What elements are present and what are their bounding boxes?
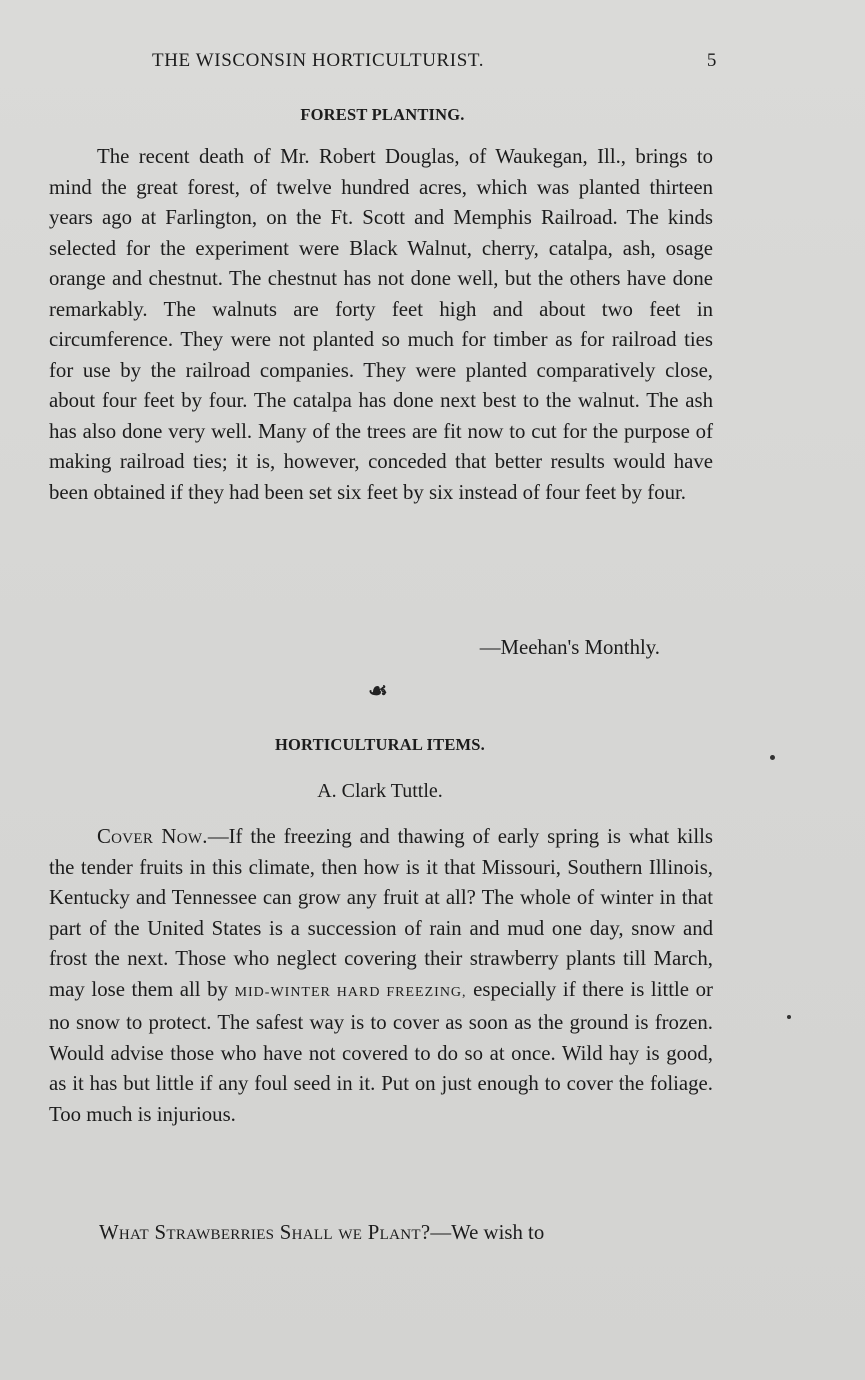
fleuron-ornament-icon: ☙ — [368, 678, 388, 704]
author-byline: A. Clark Tuttle. — [317, 780, 443, 802]
horticultural-items-heading: HORTICULTURAL ITEMS. — [274, 735, 486, 754]
source-attribution: —Meehan's Monthly. — [479, 636, 660, 659]
mid-winter-emphasis: MID-WINTER HARD FREEZING, — [234, 984, 467, 1000]
cover-now-paragraph — [49, 822, 713, 1130]
strawberries-lead: What Strawberries Shall we Plant? — [99, 1221, 431, 1244]
strawberries-text: —We wish to — [430, 1221, 545, 1244]
page-number: 5 — [706, 50, 717, 71]
forest-planting-paragraph: The recent death of Mr. Robert Douglas, of Waukegan, Ill., brings to mind the great forest, of twelve hundred acres, which was planted thirteen years ago at Farlington, on the Ft. Scott and Memphis Railroad. The kinds selected for the experiment were Black Walnut, cherry, catalpa, ash, osage orange and chestnut. The chestnut has not done well, but the others have done remarkably. The walnuts are forty feet high and about two feet in circumference. They were not planted so much for timber as for railroad ties for use by the railroad companies. They were planted comparatively close, about four feet by four. The catalpa has done next best to the walnut. The ash has also done very well. Many of the trees are fit now to cut for the purpose of making railroad ties; it is, however, conceded that better results would have been obtained if they had been set six feet by six instead of four feet by four. — [49, 145, 713, 504]
cover-now-text-part2: especially if there is little or no snow to protect. The safest way is to cover as soon as the ground is frozen. Would advise those who have not covered to do so at once. Wild hay is good, as it has but little if any foul seed in it. Put on just enough to cover the foliage. Too much is injurious. — [49, 977, 713, 1126]
ink-speck — [770, 755, 775, 760]
cover-now-text-part1: —If the freezing and thawing of early spring is what kills the tender fruits in this climate, then how is it that Missouri, Southern Illinois, Kentucky and Tennessee can grow any fruit at all? The whole of winter in that part of the United States is a succession of rain and mud one day, snow and frost the next. Those who neglect covering their strawberry plants till March, may lose them all by — [49, 825, 713, 1001]
journal-title: THE WISCONSIN HORTICULTURIST. — [152, 50, 485, 71]
forest-planting-heading: FOREST PLANTING. — [300, 105, 465, 124]
strawberries-paragraph — [49, 1218, 713, 1249]
ink-speck — [787, 1015, 791, 1019]
running-header — [152, 50, 717, 74]
cover-now-lead: Cover Now. — [97, 825, 208, 848]
